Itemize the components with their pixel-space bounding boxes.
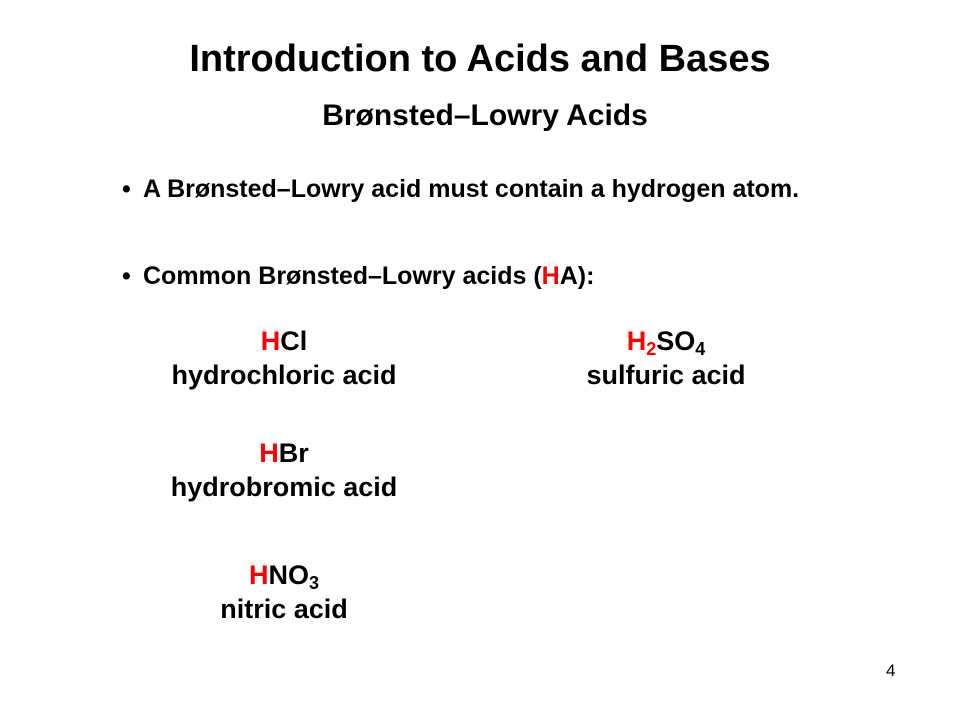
acid-formula (259, 438, 309, 468)
acidic-hydrogen: H (248, 560, 269, 590)
acid-formula (626, 326, 706, 359)
acid-formula (261, 326, 308, 356)
bullet-icon: • (122, 262, 131, 290)
bullet-icon: • (122, 175, 131, 203)
formula-rest: Br (278, 438, 309, 468)
bullet-text-pre: Common Brønsted–Lowry acids ( (143, 262, 542, 290)
bullet-text-post: A): (559, 262, 595, 290)
slide-title: Introduction to Acids and Bases (189, 38, 771, 80)
bullet-item (122, 259, 905, 294)
acidic-hydrogen: H (259, 438, 279, 468)
acid-name: nitric acid (220, 594, 348, 624)
acid-name: hydrochloric acid (171, 360, 397, 390)
acid-name: sulfuric acid (586, 360, 746, 390)
formula-rest: NO (268, 560, 309, 590)
acid-hno3 (84, 558, 484, 626)
acid-formula (248, 560, 319, 593)
acidic-hydrogen: H (260, 326, 281, 356)
bullet-text (125, 259, 905, 294)
highlight-h: H (541, 262, 560, 290)
formula-subscript: 2 (646, 339, 657, 359)
formula-subscript: 3 (308, 573, 319, 593)
acid-hcl (84, 324, 484, 392)
acid-hbr (84, 436, 484, 504)
acid-name: hydrobromic acid (170, 472, 398, 502)
formula-subscript: 4 (695, 339, 706, 359)
acidic-hydrogen: H (626, 326, 647, 356)
page-number: 4 (886, 661, 896, 680)
slide-subtitle: Brønsted–Lowry Acids (322, 99, 648, 132)
bullet-item (122, 172, 905, 207)
formula-rest: SO (656, 326, 696, 356)
bullet-text: A Brønsted–Lowry acid must contain a hydrogen atom. (143, 175, 800, 203)
formula-rest: Cl (280, 326, 308, 356)
acid-h2so4 (466, 324, 866, 392)
